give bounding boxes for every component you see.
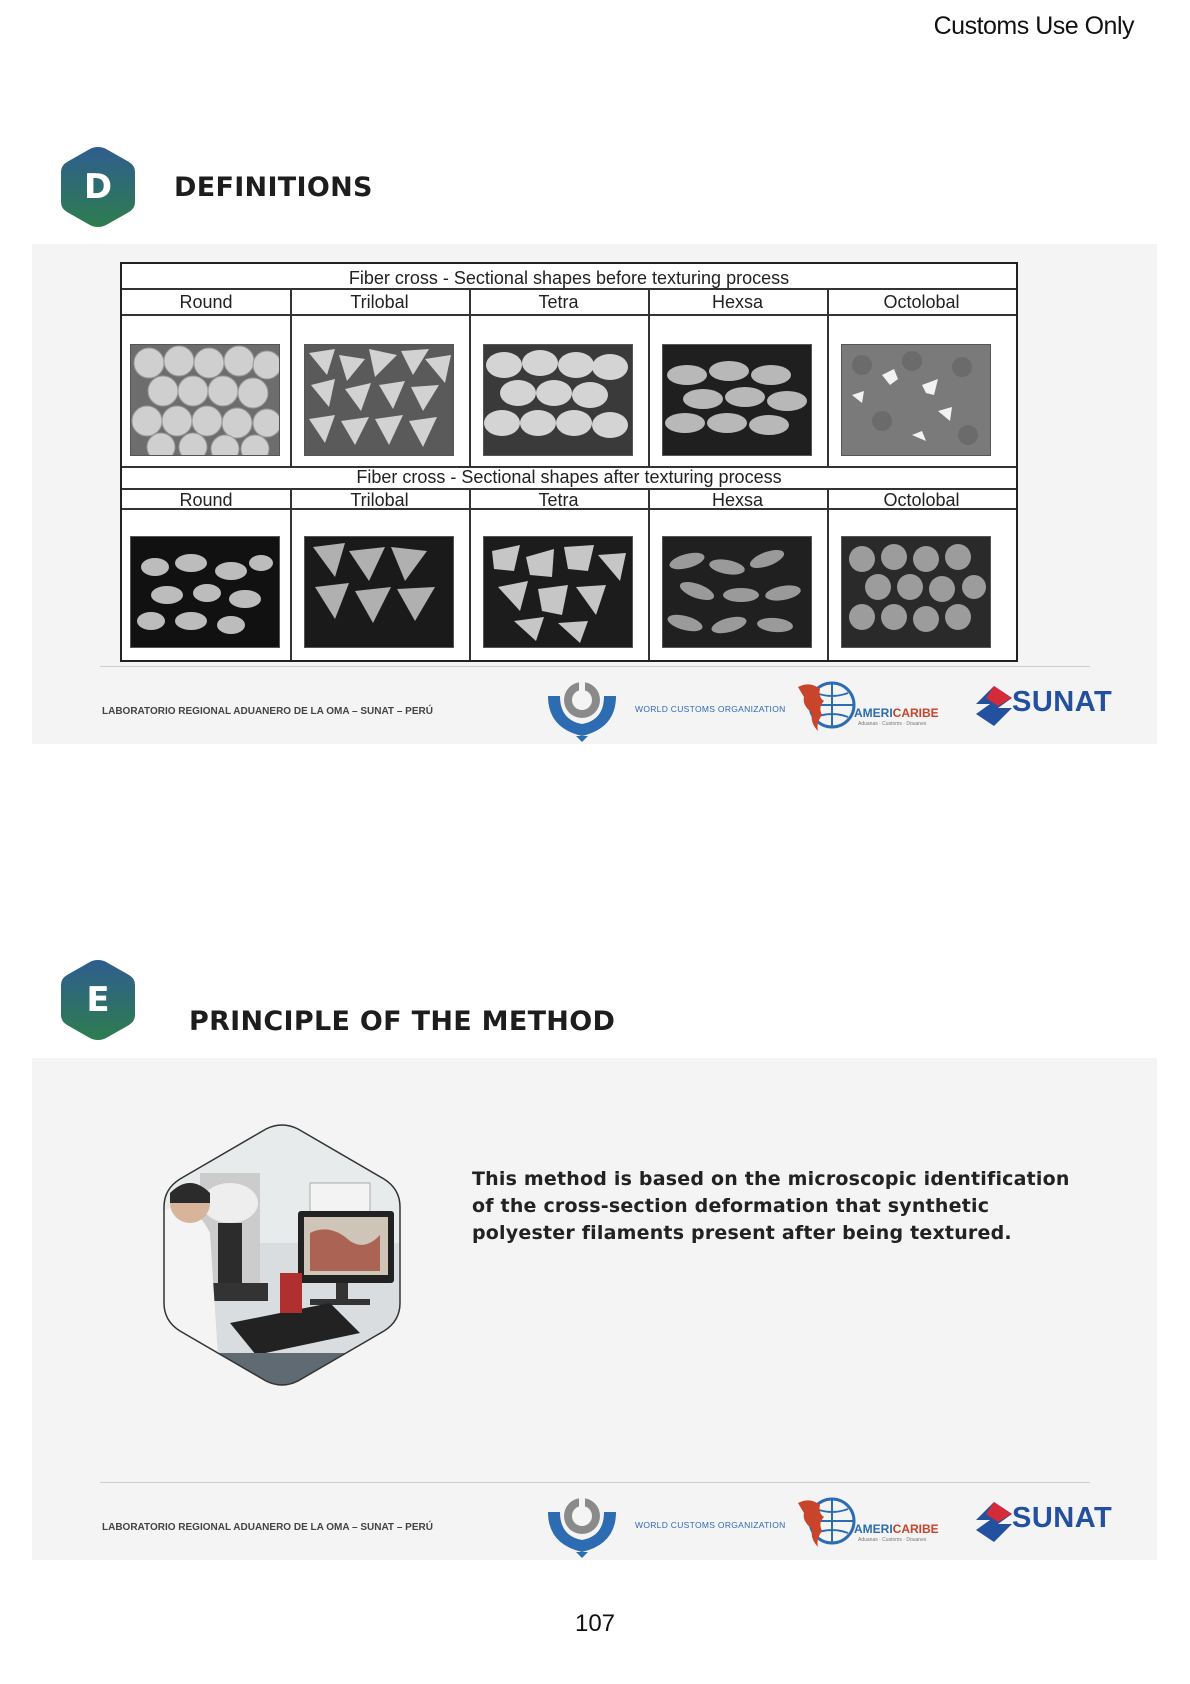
- micrograph-before-trilobal: [304, 344, 454, 456]
- before-label-hexsa: Hexsa: [711, 292, 764, 312]
- after-label-octolobal: Octolobal: [883, 490, 960, 510]
- footer-lab-name: LABORATORIO REGIONAL ADUANERO DE LA OMA – SUNAT – PERÚ: [102, 1522, 433, 1533]
- sunat-name: SUNAT: [1012, 1502, 1113, 1534]
- micrograph-after-hexsa: [662, 536, 812, 648]
- micrograph-after-octolobal: [841, 536, 991, 648]
- table-col-divider: [290, 288, 292, 466]
- sunat-logo-icon: [976, 686, 1014, 726]
- sunat-logo-icon: [976, 1502, 1014, 1542]
- section-e-title: PRINCIPLE OF THE METHOD: [189, 1006, 616, 1037]
- after-label-tetra: Tetra: [538, 490, 579, 510]
- wco-logo-icon: [544, 1492, 620, 1558]
- before-label-octolobal: Octolobal: [883, 292, 960, 312]
- after-label-trilobal: Trilobal: [350, 490, 409, 510]
- footer-lab-name: LABORATORIO REGIONAL ADUANERO DE LA OMA – SUNAT – PERÚ: [102, 706, 433, 717]
- micrograph-after-trilobal: [304, 536, 454, 648]
- panel-divider: [100, 1482, 1090, 1483]
- americaribe-name: AMERICARIBE: [854, 706, 939, 720]
- before-label-round: Round: [179, 292, 233, 312]
- section-e-badge: [59, 958, 137, 1042]
- table-col-divider: [648, 488, 650, 660]
- table-col-divider: [469, 288, 471, 466]
- table-col-divider: [290, 488, 292, 660]
- section-d-title: DEFINITIONS: [174, 172, 373, 203]
- table-before-title: Fiber cross - Sectional shapes before texturing process: [348, 268, 790, 288]
- micrograph-after-round: [130, 536, 280, 648]
- americaribe-name: AMERICARIBE: [854, 1522, 939, 1536]
- wco-logo-icon: [544, 676, 620, 742]
- micrograph-before-tetra: [483, 344, 633, 456]
- fiber-cross-section-table: [120, 262, 1018, 662]
- panel-divider: [100, 666, 1090, 667]
- sunat-name: SUNAT: [1012, 686, 1113, 718]
- americaribe-globe-icon: [796, 679, 858, 733]
- after-label-round: Round: [179, 490, 233, 510]
- wco-name: WORLD CUSTOMS ORGANIZATION: [635, 1520, 786, 1530]
- before-label-trilobal: Trilobal: [350, 292, 409, 312]
- badge-letter: E: [86, 980, 110, 1020]
- page-number: 107: [574, 1610, 616, 1637]
- micrograph-after-tetra: [483, 536, 633, 648]
- table-col-divider: [827, 488, 829, 660]
- table-after-title: Fiber cross - Sectional shapes after texturing process: [356, 467, 782, 487]
- wco-name: WORLD CUSTOMS ORGANIZATION: [635, 704, 786, 714]
- after-label-hexsa: Hexsa: [711, 490, 764, 510]
- micrograph-before-hexsa: [662, 344, 812, 456]
- before-label-tetra: Tetra: [538, 292, 579, 312]
- header-tag: Customs Use Only: [933, 12, 1134, 40]
- americaribe-tagline: Aduanas · Customs · Douanes: [858, 1537, 927, 1543]
- americaribe-tagline: Aduanas · Customs · Douanes: [858, 721, 927, 727]
- table-divider: [122, 288, 1016, 290]
- badge-letter: D: [83, 167, 113, 207]
- micrograph-before-round: [130, 344, 280, 456]
- americaribe-globe-icon: [796, 1495, 858, 1549]
- table-divider: [122, 314, 1016, 316]
- table-col-divider: [648, 288, 650, 466]
- micrograph-before-octolobal: [841, 344, 991, 456]
- section-d-badge: [59, 145, 137, 229]
- table-col-divider: [469, 488, 471, 660]
- method-description: This method is based on the microscopic identification of the cross-section deformation that synthetic polyester filaments present after being textured.: [472, 1168, 1070, 1244]
- lab-microscope-photo: [160, 1123, 404, 1387]
- table-col-divider: [827, 288, 829, 466]
